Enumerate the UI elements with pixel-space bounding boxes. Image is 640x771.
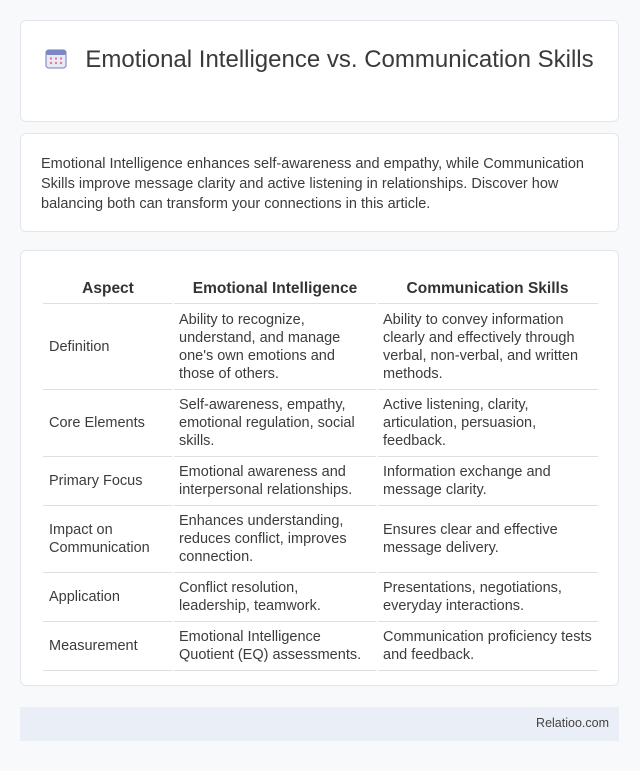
table-cell-emotional-intelligence: Emotional awareness and interpersonal relationships.	[173, 457, 377, 506]
column-header-emotional-intelligence: Emotional Intelligence	[173, 275, 377, 304]
table-row	[43, 457, 598, 506]
table-cell-aspect: Application	[43, 573, 173, 622]
table-row	[43, 506, 598, 573]
table-cell-communication-skills: Presentations, negotiations, everyday interactions.	[377, 573, 598, 622]
page-title: Emotional Intelligence vs. Communication Skills	[85, 46, 594, 73]
table-cell-emotional-intelligence: Emotional Intelligence Quotient (EQ) assessments.	[173, 622, 377, 671]
page-title-wrap	[21, 45, 618, 74]
footer	[20, 707, 619, 741]
table-cell-communication-skills: Information exchange and message clarity.	[377, 457, 598, 506]
intro-text: Emotional Intelligence enhances self-awareness and empathy, while Communication Skills improve message clarity and active listening in relationships. Discover how balancing both can transform your connections in this article.	[41, 156, 584, 212]
table-cell-communication-skills: Ability to convey information clearly and effectively through verbal, non-verbal, and written methods.	[377, 304, 598, 390]
column-header-communication-skills: Communication Skills	[377, 275, 598, 304]
table-cell-communication-skills: Ensures clear and effective message delivery.	[377, 506, 598, 573]
table-cell-aspect: Measurement	[43, 622, 173, 671]
table-cell-aspect: Definition	[43, 304, 173, 390]
table-row	[43, 573, 598, 622]
column-header-aspect: Aspect	[43, 275, 173, 304]
table-cell-aspect: Core Elements	[43, 390, 173, 457]
intro-card	[20, 133, 619, 232]
table-cell-aspect: Impact on Communication	[43, 506, 173, 573]
table-cell-communication-skills: Active listening, clarity, articulation, persuasion, feedback.	[377, 390, 598, 457]
table-cell-emotional-intelligence: Conflict resolution, leadership, teamwork.	[173, 573, 377, 622]
table-cell-aspect: Primary Focus	[43, 457, 173, 506]
table-row	[43, 304, 598, 390]
comparison-table-card	[20, 250, 619, 686]
table-cell-emotional-intelligence: Enhances understanding, reduces conflict, improves connection.	[173, 506, 377, 573]
table-cell-communication-skills: Communication proficiency tests and feedback.	[377, 622, 598, 671]
comparison-table	[43, 275, 598, 671]
table-cell-emotional-intelligence: Ability to recognize, understand, and manage one's own emotions and those of others.	[173, 304, 377, 390]
table-row	[43, 622, 598, 671]
calendar-icon	[45, 47, 67, 69]
table-cell-emotional-intelligence: Self-awareness, empathy, emotional regulation, social skills.	[173, 390, 377, 457]
title-card	[20, 20, 619, 122]
footer-brand: Relatioo.com	[536, 716, 609, 730]
table-header-row	[43, 275, 598, 304]
table-row	[43, 390, 598, 457]
